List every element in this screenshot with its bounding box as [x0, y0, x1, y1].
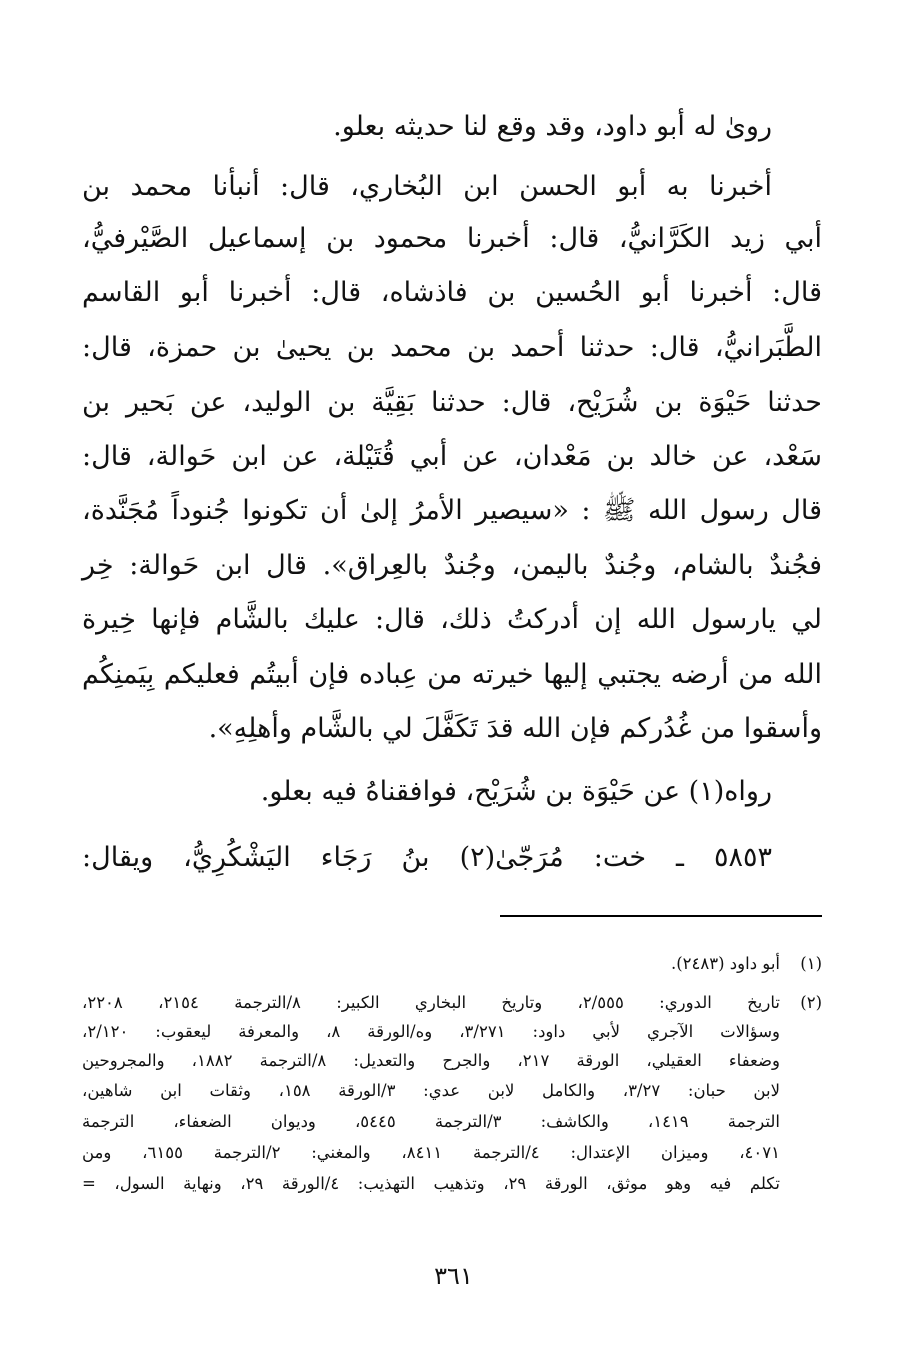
- body-line-12: وأسقوا من غُدُركم فإن الله قدَ تَكَفَّلَ لي بالشَّام وأهلِهِ».: [208, 713, 822, 744]
- body-line-6: حدثنا حَيْوَة بن شُرَيْح، قال: حدثنا بَقِيَّة بن الوليد، عن بَحير بن: [82, 387, 822, 418]
- footnote-2-line-7: تكلم فيه وهو موثق، الورقة ٢٩، وتذهيب التهذيب: ٤/الورقة ٢٩، ونهاية السول، =: [82, 1174, 781, 1193]
- footnote-1-text: أبو داود (٢٤٨٣).: [670, 954, 780, 973]
- footnote-2-line-5: الترجمة ١٤١٩، والكاشف: ٣/الترجمة ٥٤٤٥، وديوان الضعفاء، الترجمة: [82, 1112, 781, 1131]
- body-line-13: رواه(١) عن حَيْوَة بن شُرَيْح، فوافقناهُ فيه بعلو.: [260, 776, 772, 807]
- footnote-2-line-1: تاريخ الدوري: ٢/٥٥٥، وتاريخ البخاري الكبير: ٨/الترجمة ٢١٥٤، ٢٢٠٨،: [82, 993, 780, 1012]
- body-line-5: الطَّبَرانيُّ، قال: حدثنا أحمد بن محمد بن يحيىٰ بن حمزة، قال:: [82, 332, 822, 363]
- page-number: ٣٦١: [434, 1262, 473, 1290]
- body-line-11: الله من أرضه يجتبي إليها خيرته من عِباده فإن أبيتُم فعليكم بِيَمنِكُم: [82, 659, 822, 690]
- body-line-1: روىٰ له أبو داود، وقد وقع لنا حديثه بعلو.: [333, 111, 772, 142]
- footnote-2-line-3: وضعفاء العقيلي، الورقة ٢١٧، والجرح والتعديل: ٨/الترجمة ١٨٨٢، والمجروحين: [82, 1051, 780, 1070]
- body-line-10: لي يارسول الله إن أدركتُ ذلك، قال: عليك بالشَّام فإنها خِيرة: [82, 604, 822, 635]
- entry-heading-5853: ٥٨٥٣ ـ خت: مُرَجّىٰ(٢) بنُ رَجَاء اليَشْكُرِيُّ، ويقال:: [82, 842, 772, 873]
- footnote-separator: [500, 915, 822, 917]
- footnote-2-line-2: وسؤالات الآجري لأبي داود: ٣/٢٧١، وه/الورقة ٨، والمعرفة ليعقوب: ٢/١٢٠،: [82, 1022, 780, 1041]
- footnote-2-line-4: لابن حبان: ٣/٢٧، والكامل لابن عدي: ٣/الورقة ١٥٨، وثقات ابن شاهين،: [82, 1081, 780, 1100]
- footnote-1-number: (١): [800, 954, 822, 973]
- body-line-8: قال رسول الله ﷺ : «سيصير الأمرُ إلىٰ أن تكونوا جُنوداً مُجَنَّدة،: [82, 495, 822, 526]
- body-line-2: أخبرنا به أبو الحسن ابن البُخاري، قال: أنبأنا محمد بن: [82, 171, 772, 202]
- body-line-3: أبي زيد الكَرَّانيُّ، قال: أخبرنا محمود بن إسماعيل الصَّيْرفيُّ،: [82, 223, 822, 254]
- footnote-2-number: (٢): [800, 993, 822, 1012]
- footnote-2-line-6: ٤٠٧١، وميزان الإعتدال: ٤/الترجمة ٨٤١١، والمغني: ٢/الترجمة ٦١٥٥، ومن: [82, 1143, 780, 1162]
- body-line-7: سَعْد، عن خالد بن مَعْدان، عن أبي قُتَيْلة، عن ابن حَوالة، قال:: [82, 441, 822, 472]
- body-line-9: فجُندٌ بالشام، وجُندٌ باليمن، وجُندٌ بالعِراق». قال ابن حَوالة: خِر: [82, 550, 822, 581]
- body-line-4: قال: أخبرنا أبو الحُسين بن فاذشاه، قال: أخبرنا أبو القاسم: [82, 277, 822, 308]
